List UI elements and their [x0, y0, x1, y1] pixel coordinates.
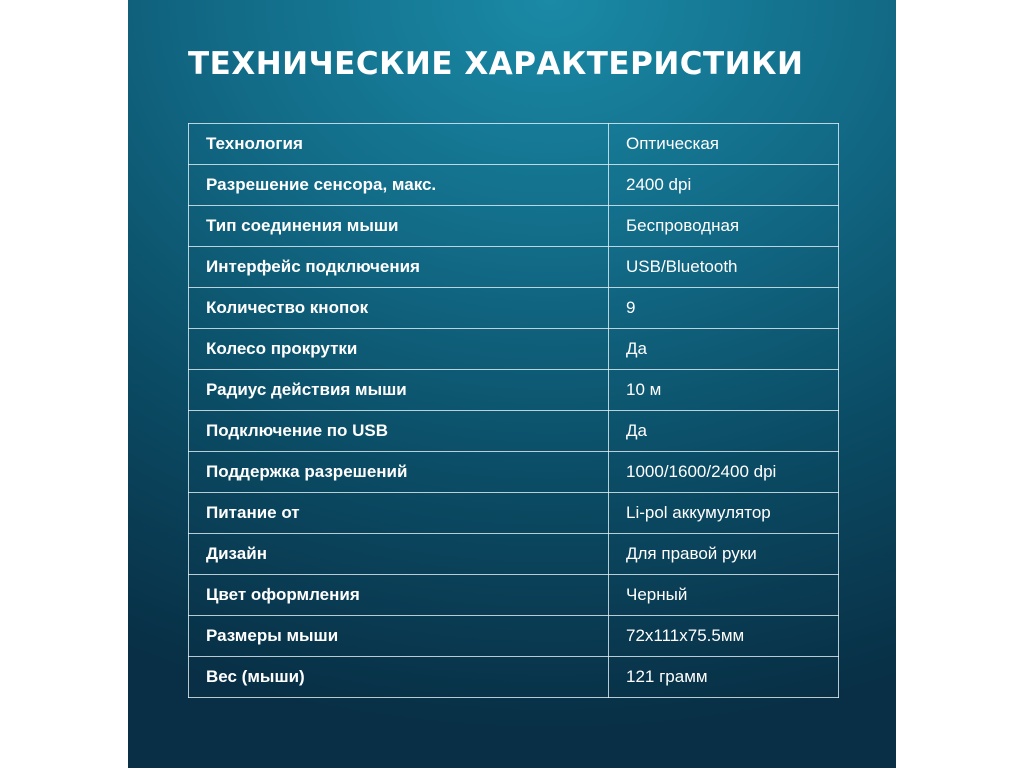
spec-row [189, 616, 839, 657]
spec-row [189, 370, 839, 411]
spec-value: Да [609, 411, 839, 452]
spec-panel [128, 0, 896, 768]
spec-value: Оптическая [609, 124, 839, 165]
spec-label: Колесо прокрутки [189, 329, 609, 370]
spec-table [188, 123, 839, 698]
spec-value: 10 м [609, 370, 839, 411]
spec-row [189, 411, 839, 452]
spec-row [189, 206, 839, 247]
spec-row [189, 452, 839, 493]
spec-row [189, 493, 839, 534]
spec-value: Черный [609, 575, 839, 616]
spec-label: Цвет оформления [189, 575, 609, 616]
spec-value: Беспроводная [609, 206, 839, 247]
spec-value: USB/Bluetooth [609, 247, 839, 288]
spec-label: Разрешение сенсора, макс. [189, 165, 609, 206]
spec-row [189, 124, 839, 165]
spec-value: Li-pol аккумулятор [609, 493, 839, 534]
spec-value: 72x111x75.5мм [609, 616, 839, 657]
spec-label: Поддержка разрешений [189, 452, 609, 493]
spec-label: Размеры мыши [189, 616, 609, 657]
spec-value: 2400 dpi [609, 165, 839, 206]
spec-label: Дизайн [189, 534, 609, 575]
spec-row [189, 657, 839, 698]
page-title: ТЕХНИЧЕСКИЕ ХАРАКТЕРИСТИКИ [188, 46, 804, 82]
spec-row [189, 575, 839, 616]
spec-value: 9 [609, 288, 839, 329]
spec-label: Питание от [189, 493, 609, 534]
spec-row [189, 165, 839, 206]
spec-label: Количество кнопок [189, 288, 609, 329]
spec-value: 121 грамм [609, 657, 839, 698]
spec-value: 1000/1600/2400 dpi [609, 452, 839, 493]
spec-value: Да [609, 329, 839, 370]
spec-label: Интерфейс подключения [189, 247, 609, 288]
spec-row [189, 329, 839, 370]
spec-label: Радиус действия мыши [189, 370, 609, 411]
spec-label: Подключение по USB [189, 411, 609, 452]
spec-row [189, 247, 839, 288]
spec-label: Вес (мыши) [189, 657, 609, 698]
spec-value: Для правой руки [609, 534, 839, 575]
spec-label: Технология [189, 124, 609, 165]
spec-label: Тип соединения мыши [189, 206, 609, 247]
spec-row [189, 288, 839, 329]
spec-row [189, 534, 839, 575]
